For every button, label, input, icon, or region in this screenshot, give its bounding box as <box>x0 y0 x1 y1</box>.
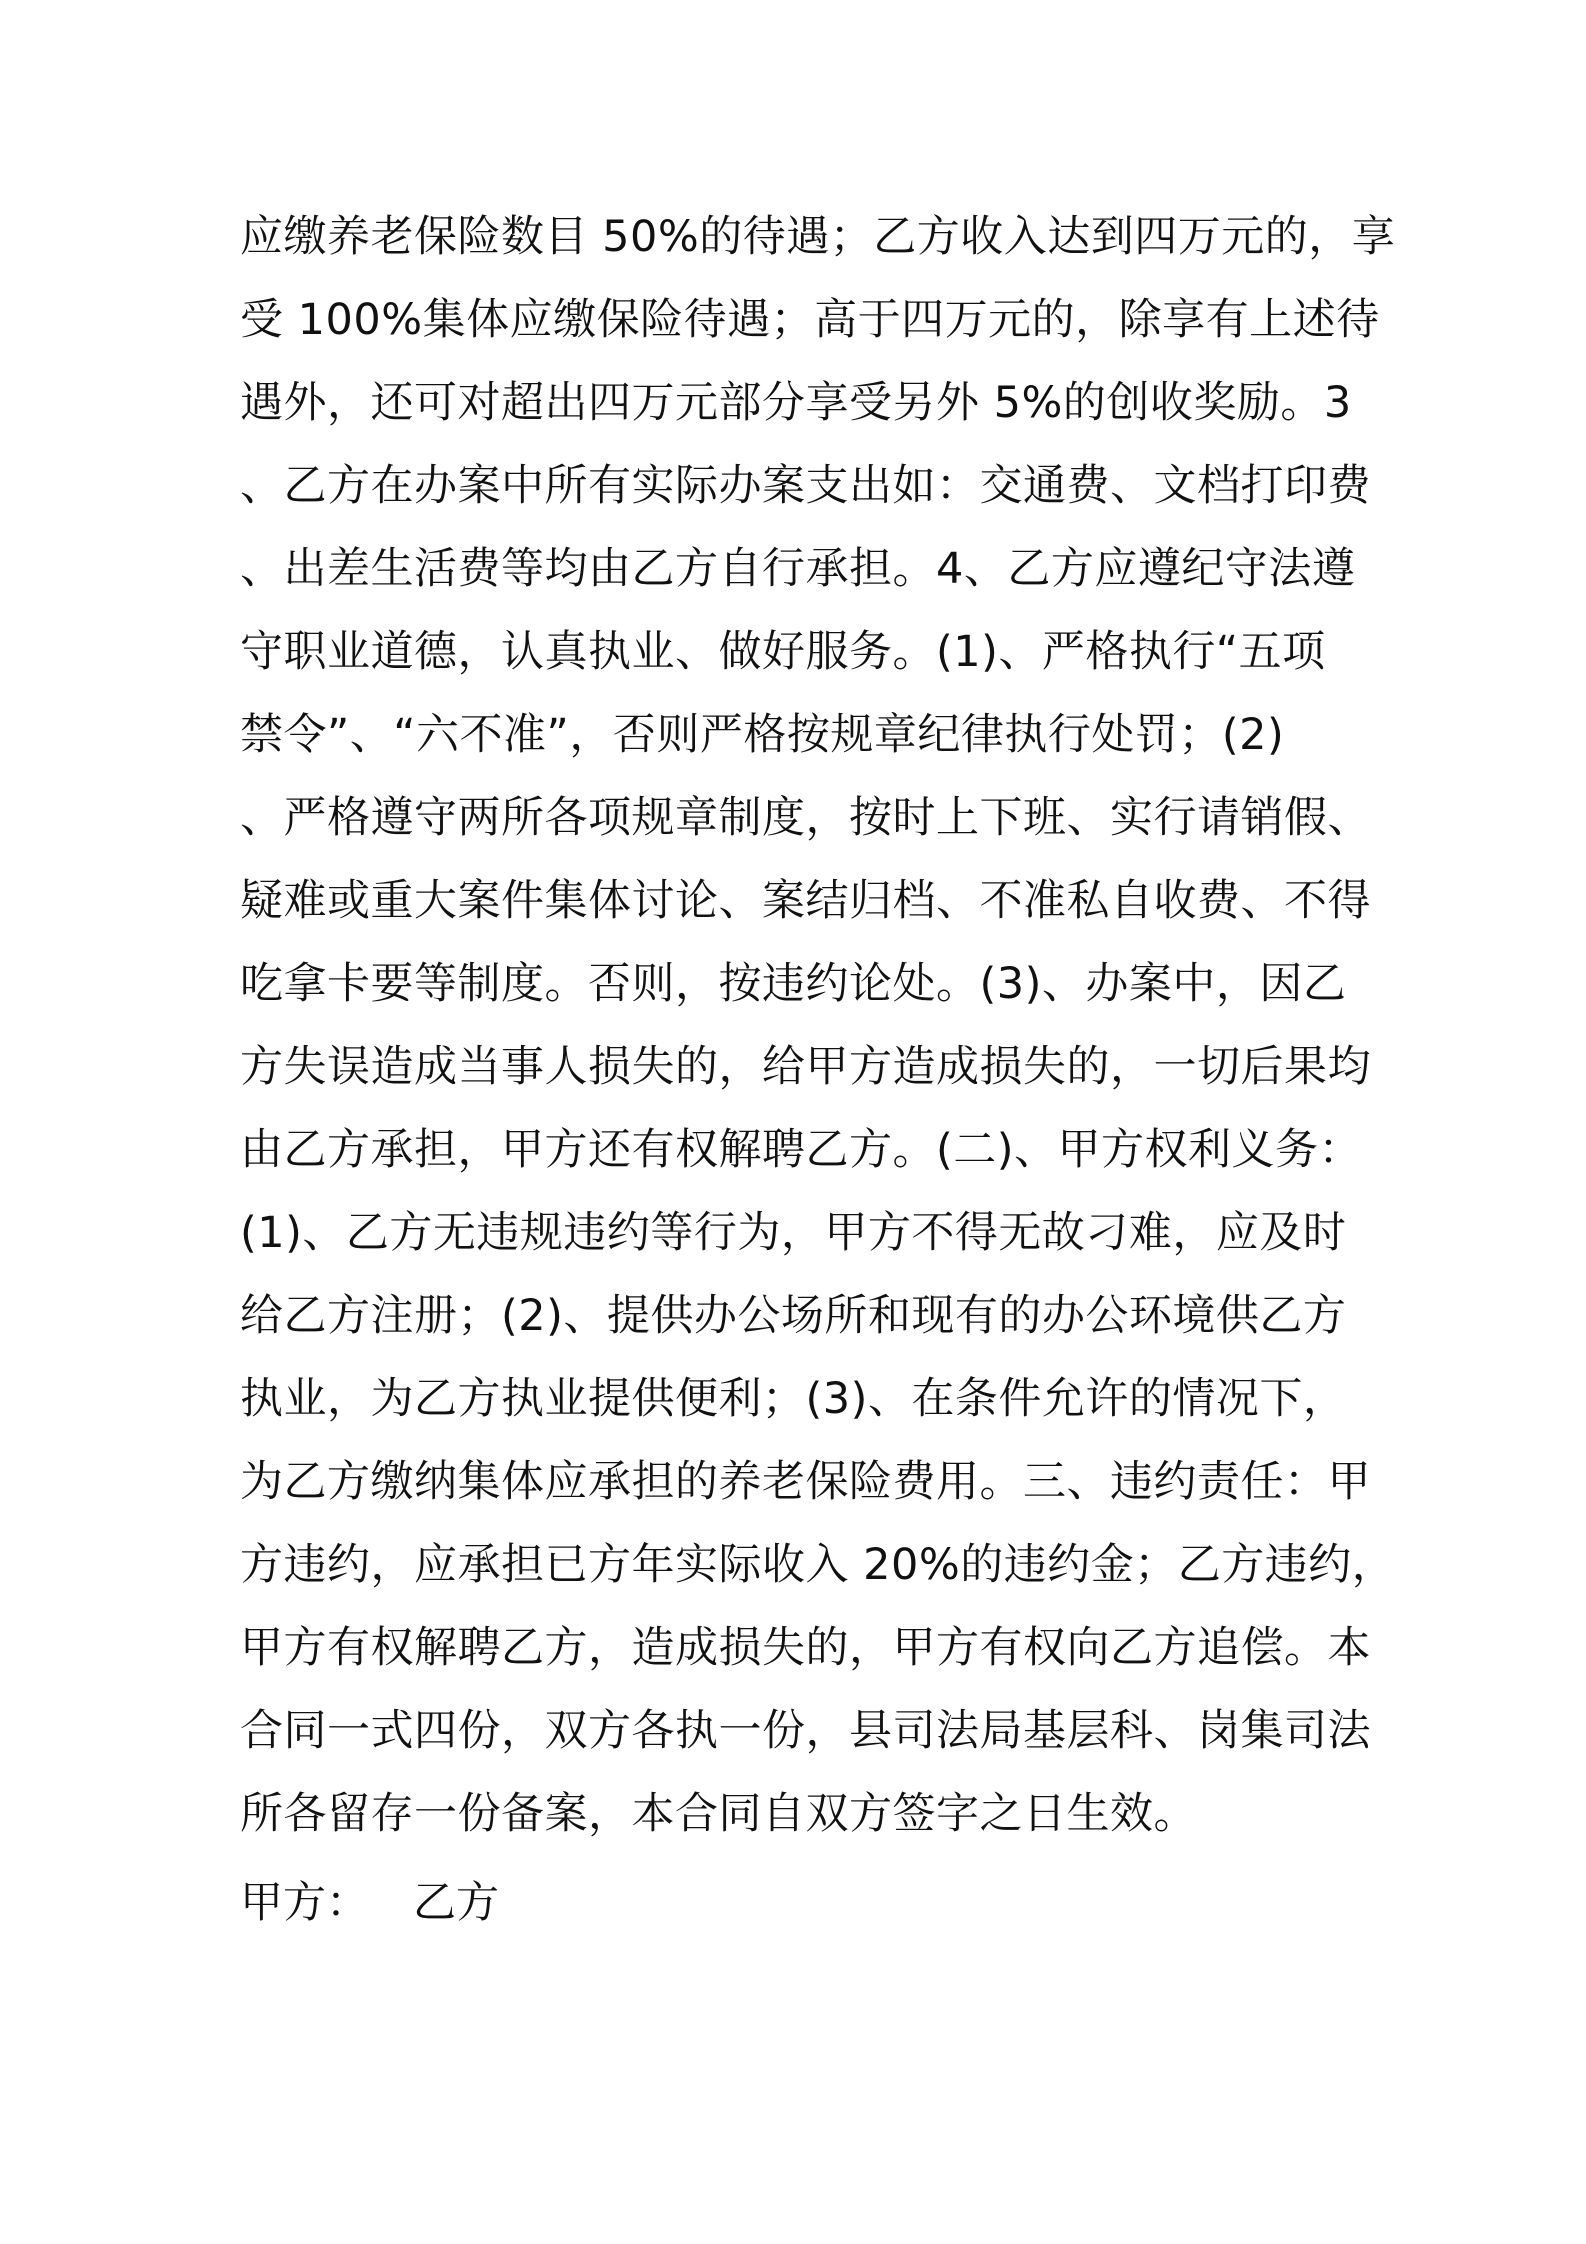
text-line: 应缴养老保险数目 50%的待遇；乙方收入达到四万元的，享 <box>240 212 1396 262</box>
text-line: 给乙方注册；(2)、提供办公场所和现有的办公环境供乙方 <box>240 1291 1347 1341</box>
text-line: 方违约，应承担已方年实际收入 20%的违约金；乙方违约， <box>240 1540 1396 1590</box>
text-line: 、乙方在办案中所有实际办案支出如：交通费、文档打印费 <box>240 461 1371 511</box>
text-line: 受 100%集体应缴保险待遇；高于四万元的，除享有上述待 <box>240 295 1380 345</box>
text-line: 甲方有权解聘乙方，造成损失的，甲方有权向乙方追偿。本 <box>240 1623 1371 1673</box>
signature-line <box>240 1862 499 1945</box>
text-line: 合同一式四份，双方各执一份，县司法局基层科、岗集司法 <box>240 1706 1371 1756</box>
text-line: (1)、乙方无违规违约等行为，甲方不得无故刁难，应及时 <box>240 1208 1347 1258</box>
contract-body <box>240 196 1396 1856</box>
text-line: 所各留存一份备案，本合同自双方签字之日生效。 <box>240 1789 1197 1839</box>
party-a-label: 甲方： <box>240 1878 369 1928</box>
text-line: 疑难或重大案件集体讨论、案结归档、不准私自收费、不得 <box>240 876 1371 926</box>
text-line: 吃拿卡要等制度。否则，按违约论处。(3)、办案中，因乙 <box>240 959 1347 1009</box>
text-line: 、严格遵守两所各项规章制度，按时上下班、实行请销假、 <box>240 793 1371 843</box>
text-line: 方失误造成当事人损失的，给甲方造成损失的，一切后果均 <box>240 1042 1371 1092</box>
text-line: 执业，为乙方执业提供便利；(3)、在条件允许的情况下， <box>240 1374 1347 1424</box>
text-line: 为乙方缴纳集体应承担的养老保险费用。三、违约责任：甲 <box>240 1457 1371 1507</box>
text-line: 遇外，还可对超出四万元部分享受另外 5%的创收奖励。3 <box>240 378 1352 428</box>
text-line: 、出差生活费等均由乙方自行承担。4、乙方应遵纪守法遵 <box>240 544 1356 594</box>
text-line: 守职业道德，认真执业、做好服务。(1)、严格执行“五项 <box>240 627 1326 677</box>
party-b-label: 乙方 <box>413 1878 499 1928</box>
text-line: 由乙方承担，甲方还有权解聘乙方。(二)、甲方权利义务： <box>240 1125 1363 1175</box>
text-line: 禁令”、“六不准”，否则严格按规章纪律执行处罚；(2) <box>240 710 1285 760</box>
